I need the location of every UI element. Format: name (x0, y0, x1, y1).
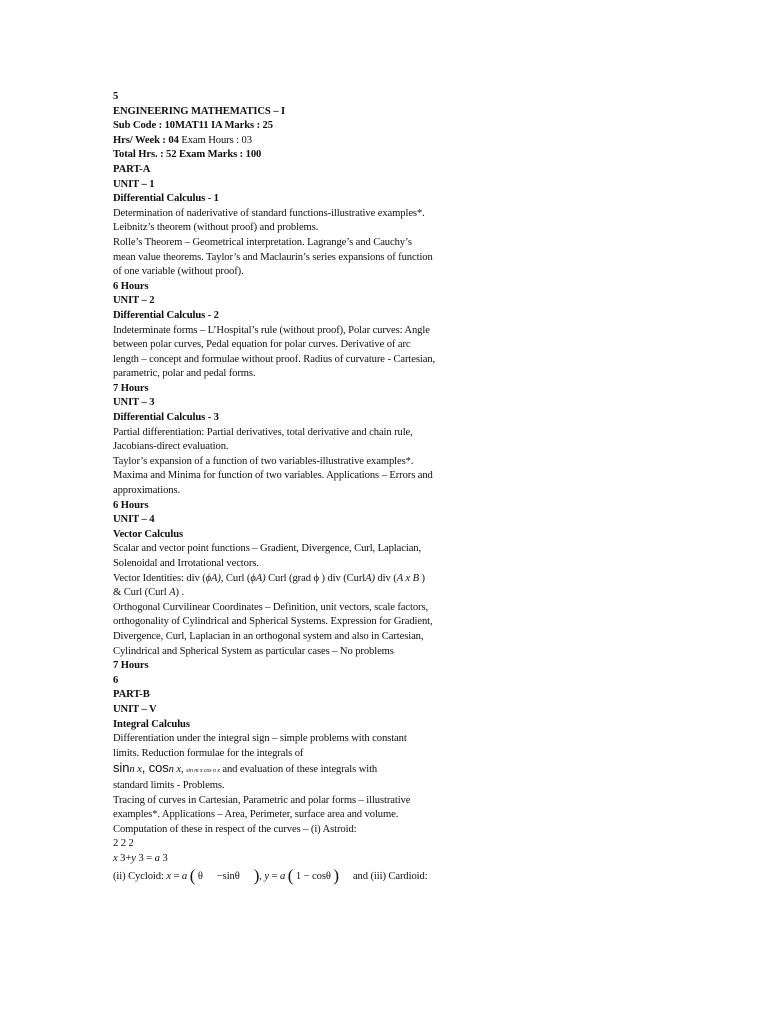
unit-1-line: Determination of naderivative of standard functions-illustrative examples*. (113, 207, 425, 219)
astroid-exponents: 2 2 2 (113, 838, 134, 850)
hours-week-line: Hrs/ Week : 04 Exam Hours : 03 (113, 134, 252, 146)
unit-5-line: limits. Reduction formulae for the integrals of (113, 747, 304, 759)
unit-3-line: Partial differentiation: Partial derivatives, total derivative and chain rule, (113, 426, 413, 438)
unit-1-hours: 6 Hours (113, 280, 149, 292)
unit-4-line: orthogonality of Cylindrical and Spherical Systems. Expression for Gradient, (113, 616, 433, 628)
unit-2-line: length – concept and formulae without proof. Radius of curvature - Cartesian, (113, 353, 436, 365)
unit-4-line: Orthogonal Curvilinear Coordinates – Definition, unit vectors, scale factors, (113, 601, 429, 613)
curl-curl-line: & Curl (Curl A) . (113, 587, 184, 599)
unit-3-hours: 6 Hours (113, 499, 149, 511)
unit-4-line: Divergence, Curl, Laplacian in an orthogonal system and also in Cartesian, (113, 630, 424, 642)
course-title: ENGINEERING MATHEMATICS – I (113, 105, 286, 117)
unit-3-topic: Differential Calculus - 3 (113, 412, 219, 424)
unit-2-line: between polar curves, Pedal equation for polar curves. Derivative of arc (113, 339, 411, 351)
unit-3-line: Taylor’s expansion of a function of two variables-illustrative examples*. (113, 455, 414, 467)
unit-1-line: Rolle’s Theorem – Geometrical interpretation. Lagrange’s and Cauchy’s (113, 236, 412, 248)
unit-5-line: Differentiation under the integral sign – simple problems with constant (113, 733, 407, 745)
part-b-heading: PART-B (113, 689, 150, 701)
unit-5-line: Computation of these in respect of the curves – (i) Astroid: (113, 823, 357, 835)
unit-4-line: Solenoidal and Irrotational vectors. (113, 558, 259, 569)
unit-1-line: mean value theorems. Taylor’s and Maclaurin’s series expansions of function (113, 251, 433, 263)
sub-code-line: Sub Code : 10MAT11 IA Marks : 25 (113, 120, 273, 132)
unit-4-line: Cylindrical and Spherical System as particular cases – No problems (113, 645, 394, 657)
unit-4-topic: Vector Calculus (113, 528, 184, 540)
total-hours-line: Total Hrs. : 52 Exam Marks : 100 (113, 149, 262, 161)
unit-4-line: Scalar and vector point functions – Gradient, Divergence, Curl, Laplacian, (113, 543, 422, 555)
unit-5-heading: UNIT – V (113, 703, 157, 715)
page-number: 6 (113, 674, 119, 686)
unit-1-line: of one variable (without proof). (113, 266, 244, 278)
unit-2-hours: 7 Hours (113, 382, 149, 394)
part-a-heading: PART-A (113, 163, 151, 175)
reduction-formula-line: sinn x, cosn x, sin m x cos n x and evaluation of these integrals with (113, 760, 378, 776)
unit-4-hours: 7 Hours (113, 660, 149, 672)
unit-3-line: Maxima and Minima for function of two variables. Applications – Errors and (113, 470, 433, 482)
unit-2-heading: UNIT – 2 (113, 295, 155, 307)
astroid-equation: x 3+y 3 = a 3 (113, 852, 168, 864)
unit-1-heading: UNIT – 1 (113, 178, 155, 190)
unit-5-line: examples*. Applications – Area, Perimeter, surface area and volume. (113, 809, 399, 821)
unit-2-line: parametric, polar and pedal forms. (113, 368, 256, 380)
page-number: 5 (113, 91, 119, 102)
unit-1-topic: Differential Calculus - 1 (113, 193, 219, 205)
unit-5-line: Tracing of curves in Cartesian, Parametric and polar forms – illustrative (113, 794, 411, 806)
unit-5-topic: Integral Calculus (113, 718, 190, 730)
unit-5-line: standard limits - Problems. (113, 779, 225, 791)
unit-3-line: approximations. (113, 485, 181, 497)
syllabus-page (113, 90, 513, 885)
unit-4-heading: UNIT – 4 (113, 514, 155, 526)
unit-3-heading: UNIT – 3 (113, 397, 155, 409)
cycloid-equation: (ii) Cycloid: x = a ( θ −sinθ ), y = a ( 1 − cosθ ) and (iii) Cardioid: (113, 866, 428, 886)
vector-identities-line: Vector Identities: div (ϕA), Curl (ϕA) Curl (grad ϕ ) div (CurlA) div (A x B ) (113, 572, 425, 584)
unit-1-line: Leibnitz’s theorem (without proof) and problems. (113, 222, 319, 234)
unit-2-line: Indeterminate forms – L’Hospital’s rule (without proof), Polar curves: Angle (113, 324, 430, 336)
unit-2-topic: Differential Calculus - 2 (113, 309, 219, 321)
unit-3-line: Jacobians-direct evaluation. (113, 441, 229, 453)
